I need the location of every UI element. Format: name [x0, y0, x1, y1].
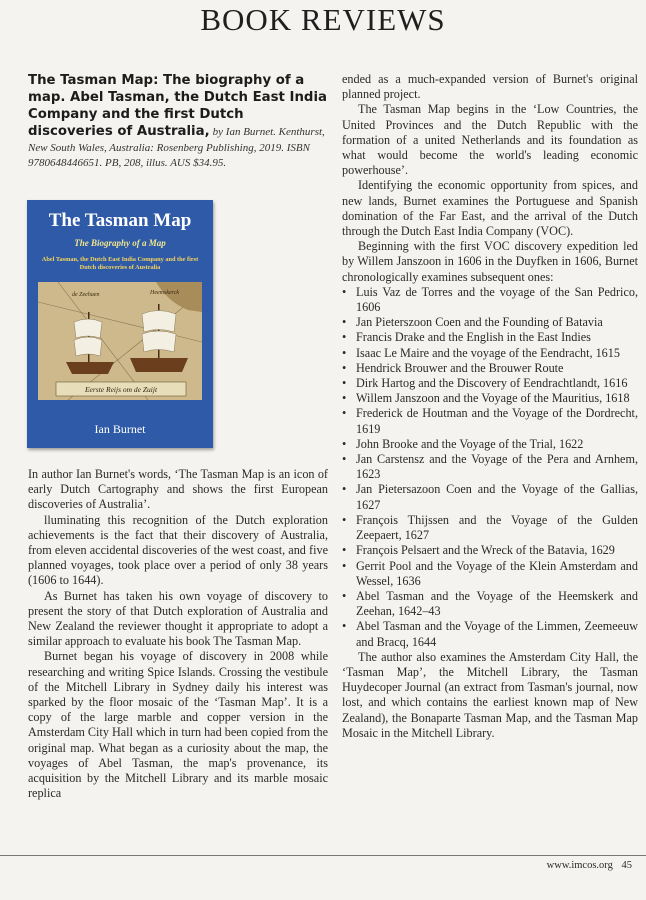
list-item: • Hendrick Brouwer and the Brouwer Route: [342, 361, 638, 376]
list-item: • Isaac Le Maire and the voyage of the Eendracht, 1615: [342, 346, 638, 361]
ship-label-zeehaen: de Zeehaen: [72, 292, 100, 298]
body-paragraph: The Tasman Map begins in the ‘Low Countries, the United Provinces and the Dutch Republic with the formation of a united Netherlands and its foundation as what would become the world's leading economic powerhouse’.: [342, 102, 638, 178]
page-header: [0, 0, 646, 40]
page-number: 45: [621, 860, 632, 871]
book-cover: [27, 200, 213, 448]
right-body-text: [342, 72, 638, 741]
left-body-text: [28, 467, 328, 801]
body-paragraph: As Burnet has taken his own voyage of discovery to present the story of that Dutch exploration of Australia and New Zealand the reviewer thought it appropriate to adopt a similar approach to evaluate his book The Tasman Map.: [28, 588, 328, 649]
body-paragraph: Identifying the economic opportunity from spices, and new lands, Burnet examines the Portuguese and Spanish domination of the Far East, and the arrival of the Dutch through the Dutch East India Company (VOC).: [342, 178, 638, 239]
list-item: • Abel Tasman and the Voyage of the Heemskerk and Zeehan, 1642–43: [342, 589, 638, 619]
body-paragraph: lluminating this recognition of the Dutch exploration achievements is the fact that their discovery of Australia, from eleven accidental discoveries of the west coast, and five planned voyages, took place over a period of only 38 years (1606 to 1644).: [28, 512, 328, 588]
list-item: • Willem Janszoon and the Voyage of the Mauritius, 1618: [342, 391, 638, 406]
list-item: • Francis Drake and the English in the East Indies: [342, 330, 638, 345]
review-publication-details: by Ian Burnet. Kenthurst, New South Wales, Australia: Rosenberg Publishing, 2019. ISBN 9780648446651. PB, 208, illus. AUS $34.95.: [28, 126, 325, 170]
body-paragraph: In author Ian Burnet's words, ‘The Tasman Map is an icon of early Dutch Cartography and shows the first European discoveries of Australia’.: [28, 467, 328, 512]
list-item: • Abel Tasman and the Voyage of the Limmen, Zeemeeuw and Bracq, 1644: [342, 619, 638, 649]
ship-label-heemskerck: Heemskerck: [150, 290, 180, 296]
list-item: • Luis Vaz de Torres and the voyage of the San Pedrico, 1606: [342, 285, 638, 315]
page-footer: [541, 860, 632, 871]
cover-author: Ian Burnet: [94, 422, 146, 436]
closing-paragraph: The author also examines the Amsterdam City Hall, the ‘Tasman Map’, the Mitchell Library, the Tasman Huydecoper Journal (an extract from Tasman's journal, now lost, and which contains the earliest known map of New Zealand), the Bonaparte Tasman Map, and the Tasman Map Mosaic in the Mitchell Library.: [342, 649, 638, 740]
list-item: • Frederick de Houtman and the Voyage of the Dordrecht, 1619: [342, 406, 638, 436]
cover-map-illustration: [38, 282, 202, 400]
cover-blurb: Abel Tasman, the Dutch East India Company and the first Dutch discoveries of Australia: [41, 256, 199, 271]
list-item: • Dirk Hartog and the Discovery of Eendrachtlandt, 1616: [342, 376, 638, 391]
list-item: • François Pelsaert and the Wreck of the Batavia, 1629: [342, 543, 638, 558]
footer-url[interactable]: www.imcos.org: [546, 860, 613, 871]
cover-title: The Tasman Map: [48, 210, 192, 231]
body-paragraph: Burnet began his voyage of discovery in 2008 while researching and writing Spice Islands. Crossing the vestibule of the Mitchell Library in Sydney daily his interest was sparked by the floor mosaic of the ‘Tasman Map’. It is a copy of the large marble and copper version in the Amsterdam City Hall which in turn had been copied from the original map. What began as a curiosity about the map, the voyages of Abel Tasman, the map's provenance, its acquisition by the Mitchell Library and its marble mosaic replica: [28, 649, 328, 801]
review-heading: [28, 72, 328, 170]
cover-subtitle: The Biography of a Map: [74, 238, 166, 248]
list-item: • Jan Pietersazoon Coen and the Voyage of the Gallias, 1627: [342, 482, 638, 512]
section-title: BOOK REVIEWS: [200, 2, 446, 37]
footer-divider: [0, 855, 646, 856]
list-item: • François Thijssen and the Voyage of the Gulden Zeepaert, 1627: [342, 513, 638, 543]
body-paragraph: Beginning with the first VOC discovery expedition led by Willem Janszoon in 1606 in the Duyfken in 1606, Burnet chronologically examines subsequent ones:: [342, 239, 638, 284]
list-item: • Gerrit Pool and the Voyage of the Klein Amsterdam and Wessel, 1636: [342, 559, 638, 589]
list-item: • John Brooke and the Voyage of the Trial, 1622: [342, 437, 638, 452]
voyage-list: [342, 285, 638, 650]
review-title: The Tasman Map: The biography of a map. Abel Tasman, the Dutch East India Company and the first Dutch discoveries of Australia,: [28, 73, 327, 139]
list-item: • Jan Carstensz and the Voyage of the Pera and Arnhem, 1623: [342, 452, 638, 482]
body-paragraph: ended as a much-expanded version of Burnet's original planned project.: [342, 72, 638, 102]
cover-banner: Eerste Reijs om de Zuijt: [84, 385, 158, 394]
list-item: • Jan Pieterszoon Coen and the Founding of Batavia: [342, 315, 638, 330]
